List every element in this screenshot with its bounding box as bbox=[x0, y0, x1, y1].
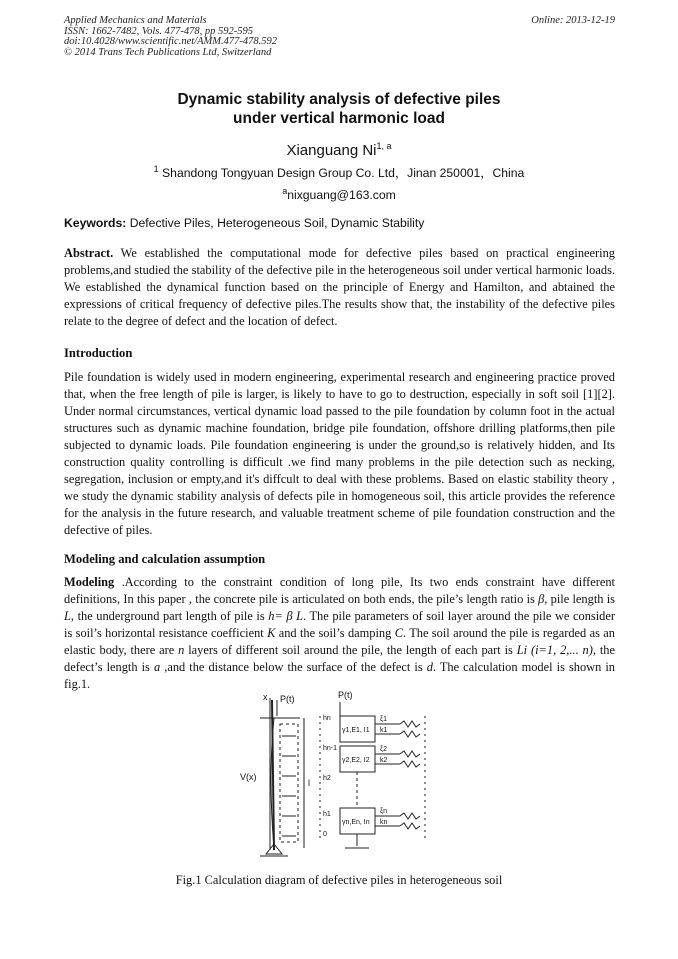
model-paragraph bbox=[64, 574, 615, 693]
figure-caption: Fig.1 Calculation diagram of defective piles in heterogeneous soil bbox=[175, 873, 503, 887]
model-label: Modeling bbox=[64, 575, 115, 589]
model-text-5: and the soil’s damping bbox=[275, 626, 395, 640]
model-text-8: , the defect’s length is bbox=[64, 643, 615, 674]
issn-line: ISSN: 1662-7482, Vols. 477-478, pp 592-595 bbox=[64, 25, 253, 37]
author-name: Xianguang Ni bbox=[286, 142, 377, 159]
model-text-6: . The soil around the pile is regarded as an elastic body, there are bbox=[64, 626, 615, 657]
intro-paragraph: Pile foundation is widely used in modern engineering, experimental research and engineering practice proved that, when the free length of pile is larger, is likely to have to go to destruction, especially in soft soil [1][2]. Under normal circumstances, vertical dynamic load passed to the pile foundation by column foot in the actual structures such as dynamic machine foundation, bridge pile foundation, offshore drilling platforms,then pile subjected to dynamic loads. Pile foundation engineering is under the ground,so is relatively hidden, and Its construction quality controlling is difficult .we find many problems in the pile detection such as necking, segregation, inclusion or empty,and it's diffcult to deal with these problems. Based on elastic stability theory , we study the dynamic stability analysis of defects pile in homogeneous soil, this article provides the reference for the analysis in the future research, and valuable treatment scheme of pile foundation construction and the defective of piles. bbox=[64, 370, 615, 537]
affiliation-sup: 1 bbox=[153, 164, 159, 174]
spring-links bbox=[375, 724, 400, 826]
keywords-text: Defective Piles, Heterogeneous Soil, Dynamic Stability bbox=[126, 216, 425, 230]
model-text-10: . The calculation model is shown in fig.1. bbox=[64, 660, 616, 691]
symbol-beta: β bbox=[538, 592, 545, 606]
label-p-right: P(t) bbox=[338, 690, 353, 700]
spring-label-1: ξ1 bbox=[380, 716, 388, 723]
label-h2: h2 bbox=[323, 775, 331, 782]
label-x: x bbox=[263, 692, 268, 702]
symbol-a: a bbox=[153, 660, 161, 674]
boxn-text: γn,En, In bbox=[342, 819, 370, 826]
online-date: Online: 2013-12-19 bbox=[531, 15, 615, 26]
model-text-1: .According to the constraint condition of long pile, Its two ends constraint have different definitions, In this paper , the concrete pile is articulated on both ends, the pile’s length ratio is bbox=[64, 575, 615, 606]
spring-label-2: k1 bbox=[380, 727, 388, 734]
symbol-K: K bbox=[267, 626, 276, 640]
model-text-4: . The pile parameters of soil layer around the pile we consider is soil’s horizontal resistance coefficient bbox=[64, 609, 615, 640]
abstract-label: Abstract. bbox=[64, 246, 114, 260]
email-sup: a bbox=[282, 186, 288, 196]
label-l: l bbox=[308, 778, 310, 788]
author-sup: 1, a bbox=[376, 141, 392, 151]
journal-name: Applied Mechanics and Materials bbox=[64, 15, 207, 26]
label-p-left: P(t) bbox=[280, 694, 295, 704]
label-hn1: hn-1 bbox=[323, 745, 338, 752]
copyright-line: © 2014 Trans Tech Publications Ltd, Switzerland bbox=[64, 46, 272, 58]
figure-1 bbox=[230, 688, 450, 866]
symbol-h-expr: h= β L bbox=[268, 609, 304, 623]
symbol-L: L bbox=[64, 609, 71, 623]
spring-label-3: ξ2 bbox=[380, 746, 388, 753]
abstract-text: We established the computational mode for defective piles based on practical engineering problems,and studied the stability of the defective pile in the heterogeneous soil under vertical harmonic loads. We established the dynamical function based on the principle of Energy and Hamilton, and abtained the expressions of critical frequency of defective piles.The results show that, the instability of the defective piles relate to the degree of defect and the location of defect. bbox=[64, 246, 615, 328]
affiliation-text: Shandong Tongyuan Design Group Co. Ltd，Jinan 250001，China bbox=[158, 166, 525, 181]
label-hn: hn bbox=[323, 715, 331, 722]
keywords-label: Keywords: bbox=[64, 216, 127, 230]
pile-diagram bbox=[230, 688, 450, 866]
symbol-C: C bbox=[394, 626, 403, 640]
email-address: nixguang@163.com bbox=[287, 188, 396, 203]
symbol-n: n bbox=[178, 643, 185, 657]
affiliation bbox=[0, 164, 678, 181]
spring-label-4: k2 bbox=[380, 757, 388, 764]
abstract bbox=[64, 245, 615, 330]
model-text-9: ,and the distance below the surface of the defect is bbox=[160, 660, 427, 674]
symbol-Li-expr: Li (i=1, 2,... n) bbox=[516, 643, 593, 657]
model-heading: Modeling and calculation assumption bbox=[64, 552, 266, 566]
keywords bbox=[64, 216, 624, 230]
springs bbox=[400, 721, 420, 829]
symbol-d: d bbox=[426, 660, 433, 674]
box2-text: γ2,E2, I2 bbox=[342, 757, 370, 764]
box1-text: γ1,E1, I1 bbox=[342, 727, 370, 734]
journal-header bbox=[64, 16, 277, 58]
intro-heading: Introduction bbox=[64, 346, 133, 360]
label-zero: 0 bbox=[323, 831, 327, 838]
spring-label-5: ξn bbox=[380, 808, 388, 815]
model-text-3: , the underground part length of pile is bbox=[70, 609, 269, 623]
label-v: V(x) bbox=[240, 772, 257, 782]
paper-title bbox=[0, 90, 678, 128]
title-line-1: Dynamic stability analysis of defective piles bbox=[177, 91, 501, 108]
model-text-2: , pile length is bbox=[544, 592, 615, 606]
author-line bbox=[0, 141, 678, 159]
email-line bbox=[0, 186, 678, 202]
model-text-7: layers of different soil around the pile, the length of each part is bbox=[184, 643, 517, 657]
title-line-2: under vertical harmonic load bbox=[233, 110, 445, 127]
label-h1: h1 bbox=[323, 811, 331, 818]
soil-box bbox=[280, 724, 298, 842]
doi-line: doi:10.4028/www.scientific.net/AMM.477-478.592 bbox=[64, 36, 277, 47]
spring-label-6: kn bbox=[380, 819, 388, 826]
